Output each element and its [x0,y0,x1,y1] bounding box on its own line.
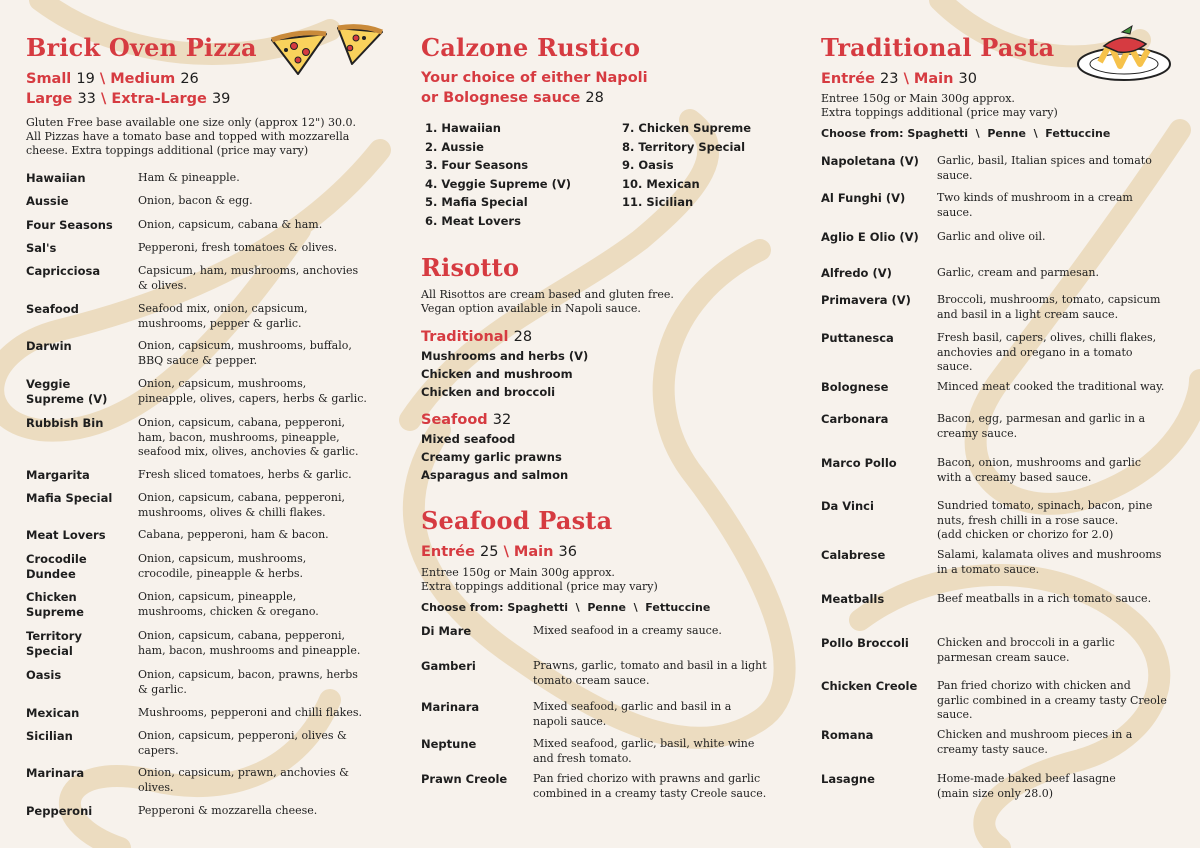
menu-item-description: Garlic, basil, Italian spices and tomato sauce. [937,154,1152,182]
menu-item-description: Onion, bacon & egg. [138,194,253,207]
menu-item-description: Chicken and mushroom pieces in a creamy tasty sauce. [937,728,1133,756]
menu-item-name: Mexican [26,706,80,720]
menu-item-description: Prawns, garlic, tomato and basil in a light tomato cream sauce. [533,659,767,687]
menu-item-description: Onion, capsicum, pepperoni, olives & capers. [138,729,347,757]
list-item: 4. Veggie Supreme (V) [425,176,572,191]
menu-item-description: Chicken and broccoli in a garlic parmesan cream sauce. [937,636,1115,664]
traditional-pasta-notes: Entree 150g or Main 300g approx. Extra toppings additional (price may vary) [821,92,1058,119]
menu-item-description: Onion, capsicum, cabana, pepperoni, ham, bacon, mushrooms, pineapple, seafood mix, olives, anchovies & garlic. [138,416,359,458]
pizza-sizes-line-1: Small 19 \ Medium 26 [26,71,199,87]
seafood-pasta-title: Seafood Pasta [421,506,613,535]
menu-item-description: Bacon, egg, parmesan and garlic in a creamy sauce. [937,412,1146,440]
menu-item-description: Garlic, cream and parmesan. [937,266,1099,279]
menu-item-description: Onion, capsicum, mushrooms, pineapple, olives, capers, herbs & garlic. [138,377,367,405]
menu-item-description: Pepperoni & mozzarella cheese. [138,804,318,817]
list-item: Creamy garlic prawns [421,450,562,464]
menu-item-description: Ham & pineapple. [138,171,240,184]
menu-item-name: Bolognese [821,380,889,394]
risotto-seafood-list [421,430,568,484]
pizza-sizes-line-2: Large 33 \ Extra-Large 39 [26,91,231,107]
menu-item-description: Onion, capsicum, prawn, anchovies & olives. [138,766,349,794]
calzone-subtitle: Your choice of either Napoli or Bolognese sauce 28 [421,70,648,106]
menu-item-description: Onion, capsicum, cabana, pepperoni, ham, bacon, mushrooms and pineapple. [138,629,361,657]
list-item: 7. Chicken Supreme [622,121,752,135]
list-item: Asparagus and salmon [421,468,569,482]
pizza-slice-icon [332,24,386,68]
menu-item-description: Seafood mix, onion, capsicum, mushrooms, pepper & garlic. [138,302,308,330]
menu-item-name: Pollo Broccoli [821,636,909,650]
menu-item-name: Rubbish Bin [26,416,104,430]
menu-item-description: Broccoli, mushrooms, tomato, capsicum and basil in a light cream sauce. [937,293,1161,321]
menu-item-description: Onion, capsicum, mushrooms, crocodile, pineapple & herbs. [138,552,307,580]
menu-item-description: Mushrooms, pepperoni and chilli flakes. [138,706,362,719]
menu-item-description: Onion, capsicum, bacon, prawns, herbs & garlic. [138,668,358,696]
risotto-traditional-list [421,347,588,401]
menu-item-description: Onion, capsicum, mushrooms, buffalo, BBQ sauce & pepper. [138,339,352,367]
menu-item-name: Marco Pollo [821,456,897,470]
seafood-pasta-notes: Entree 150g or Main 300g approx. Extra toppings additional (price may vary) [421,566,658,593]
menu-item-description: Cabana, pepperoni, ham & bacon. [138,528,329,541]
menu-item-description: Two kinds of mushroom in a cream sauce. [937,191,1133,219]
menu-item-description: Mixed seafood, garlic, basil, white wine and fresh tomato. [533,737,755,765]
traditional-pasta-title: Traditional Pasta [821,33,1055,62]
list-item: Mushrooms and herbs (V) [421,349,589,363]
menu-item-description: Pan fried chorizo with chicken and garlic combined in a creamy tasty Creole sauce. [937,679,1167,721]
traditional-pasta-prices: Entrée 23 \ Main 30 [821,71,977,87]
menu-item-description: Capsicum, ham, mushrooms, anchovies & olives. [138,264,359,292]
menu-item-name: Di Mare [421,624,472,638]
menu-item-name: Hawaiian [26,171,86,185]
menu-item-description: Minced meat cooked the traditional way. [937,380,1165,393]
menu-item-name: Marinara [421,700,480,714]
menu-item-description: Garlic and olive oil. [937,230,1046,243]
menu-item-name: Darwin [26,339,72,353]
menu-item-description: Salami, kalamata olives and mushrooms in a tomato sauce. [937,548,1162,576]
menu-item-name: Gamberi [421,659,476,673]
menu-item-name: Romana [821,728,874,742]
menu-item-name: Primavera (V) [821,293,911,307]
menu-item-name: Al Funghi (V) [821,191,906,205]
menu-item-name: Sal's [26,241,57,255]
seafood-pasta-choose: Choose from: Spaghetti \ Penne \ Fettuccine [421,601,711,614]
menu-item-description: Fresh sliced tomatoes, herbs & garlic. [138,468,352,481]
menu-item-name: Chicken Creole [821,679,918,693]
menu-item-name: Margarita [26,468,90,482]
risotto-notes: All Risottos are cream based and gluten free. Vegan option available in Napoli sauce. [421,288,674,315]
menu-item-name: Marinara [26,766,85,780]
menu-item-description: Pan fried chorizo with prawns and garlic combined in a creamy tasty Creole sauce. [533,772,767,800]
calzone-price: 28 [585,90,604,106]
menu-item-description: Sundried tomato, spinach, bacon, pine nuts, fresh chilli in a rose sauce. (add chicken or chorizo for 2.0) [937,499,1153,541]
list-item: Chicken and mushroom [421,367,573,381]
menu-item-name: Meat Lovers [26,528,106,542]
pizza-notes: Gluten Free base available one size only (approx 12") 30.0. All Pizzas have a tomato base and topped with mozzarella cheese. Extra toppings additional (price may vary) [26,116,357,157]
list-item: 9. Oasis [622,158,674,172]
menu-item-name: Pepperoni [26,804,93,818]
menu-item-name: Carbonara [821,412,889,426]
menu-item-name: Napoletana (V) [821,154,919,168]
list-item: 11. Sicilian [622,195,694,209]
menu-item-description: Onion, capsicum, pineapple, mushrooms, chicken & oregano. [138,590,319,618]
menu-item-name: Four Seasons [26,218,113,232]
menu-item-name: Chicken Supreme [26,590,84,619]
risotto-traditional-header: Traditional 28 [421,329,533,345]
menu-item-name: Puttanesca [821,331,894,345]
calzone-list-left [425,119,571,230]
risotto-seafood-header: Seafood 32 [421,412,512,428]
list-item: 6. Meat Lovers [425,213,521,228]
menu-item-name: Prawn Creole [421,772,508,786]
menu-item-name: Lasagne [821,772,875,786]
risotto-title: Risotto [421,253,520,282]
menu-item-name: Calabrese [821,548,886,562]
menu-item-name: Oasis [26,668,62,682]
menu-item-description: Bacon, onion, mushrooms and garlic with a creamy based sauce. [937,456,1141,484]
list-item: 8. Territory Special [622,139,746,154]
pasta-plate-icon [1074,22,1174,84]
menu-item-name: Sicilian [26,729,73,743]
menu-item-name: Neptune [421,737,477,751]
menu-item-name: Crocodile Dundee [26,552,87,581]
menu-item-name: Veggie Supreme (V) [26,377,108,406]
traditional-pasta-choose: Choose from: Spaghetti \ Penne \ Fettuccine [821,127,1111,140]
calzone-list-right [622,119,751,212]
list-item: 5. Mafia Special [425,195,528,209]
menu-item-name: Meatballs [821,592,885,606]
menu-item-name: Mafia Special [26,491,113,505]
menu-item-description: Onion, capsicum, cabana & ham. [138,218,323,231]
menu-item-name: Capricciosa [26,264,101,278]
menu-item-description: Pepperoni, fresh tomatoes & olives. [138,241,338,254]
list-item: Mixed seafood [421,432,516,446]
menu-item-name: Da Vinci [821,499,874,513]
menu-item-name: Seafood [26,302,79,316]
menu-item-name: Territory Special [26,629,82,658]
list-item: 2. Aussie [425,139,484,154]
menu-item-description: Beef meatballs in a rich tomato sauce. [937,592,1152,605]
menu-item-description: Mixed seafood, garlic and basil in a napoli sauce. [533,700,732,728]
pizza-slice-icon [268,30,330,78]
menu-item-name: Aglio E Olio (V) [821,230,919,244]
menu-item-description: Home-made baked beef lasagne (main size only 28.0) [937,772,1116,800]
menu-item-description: Mixed seafood in a creamy sauce. [533,624,722,637]
menu-item-description: Onion, capsicum, cabana, pepperoni, mushrooms, olives & chilli flakes. [138,491,345,519]
calzone-title: Calzone Rustico [421,33,641,62]
menu-item-name: Aussie [26,194,69,208]
menu-item-description: Fresh basil, capers, olives, chilli flakes, anchovies and oregano in a tomato sauce. [937,331,1157,373]
list-item: 3. Four Seasons [425,158,529,172]
list-item: 1. Hawaiian [425,121,501,135]
list-item: Chicken and broccoli [421,385,556,399]
list-item: 10. Mexican [622,176,700,191]
seafood-pasta-prices: Entrée 25 \ Main 36 [421,544,577,560]
pizza-title: Brick Oven Pizza [26,33,257,62]
menu-item-name: Alfredo (V) [821,266,892,280]
